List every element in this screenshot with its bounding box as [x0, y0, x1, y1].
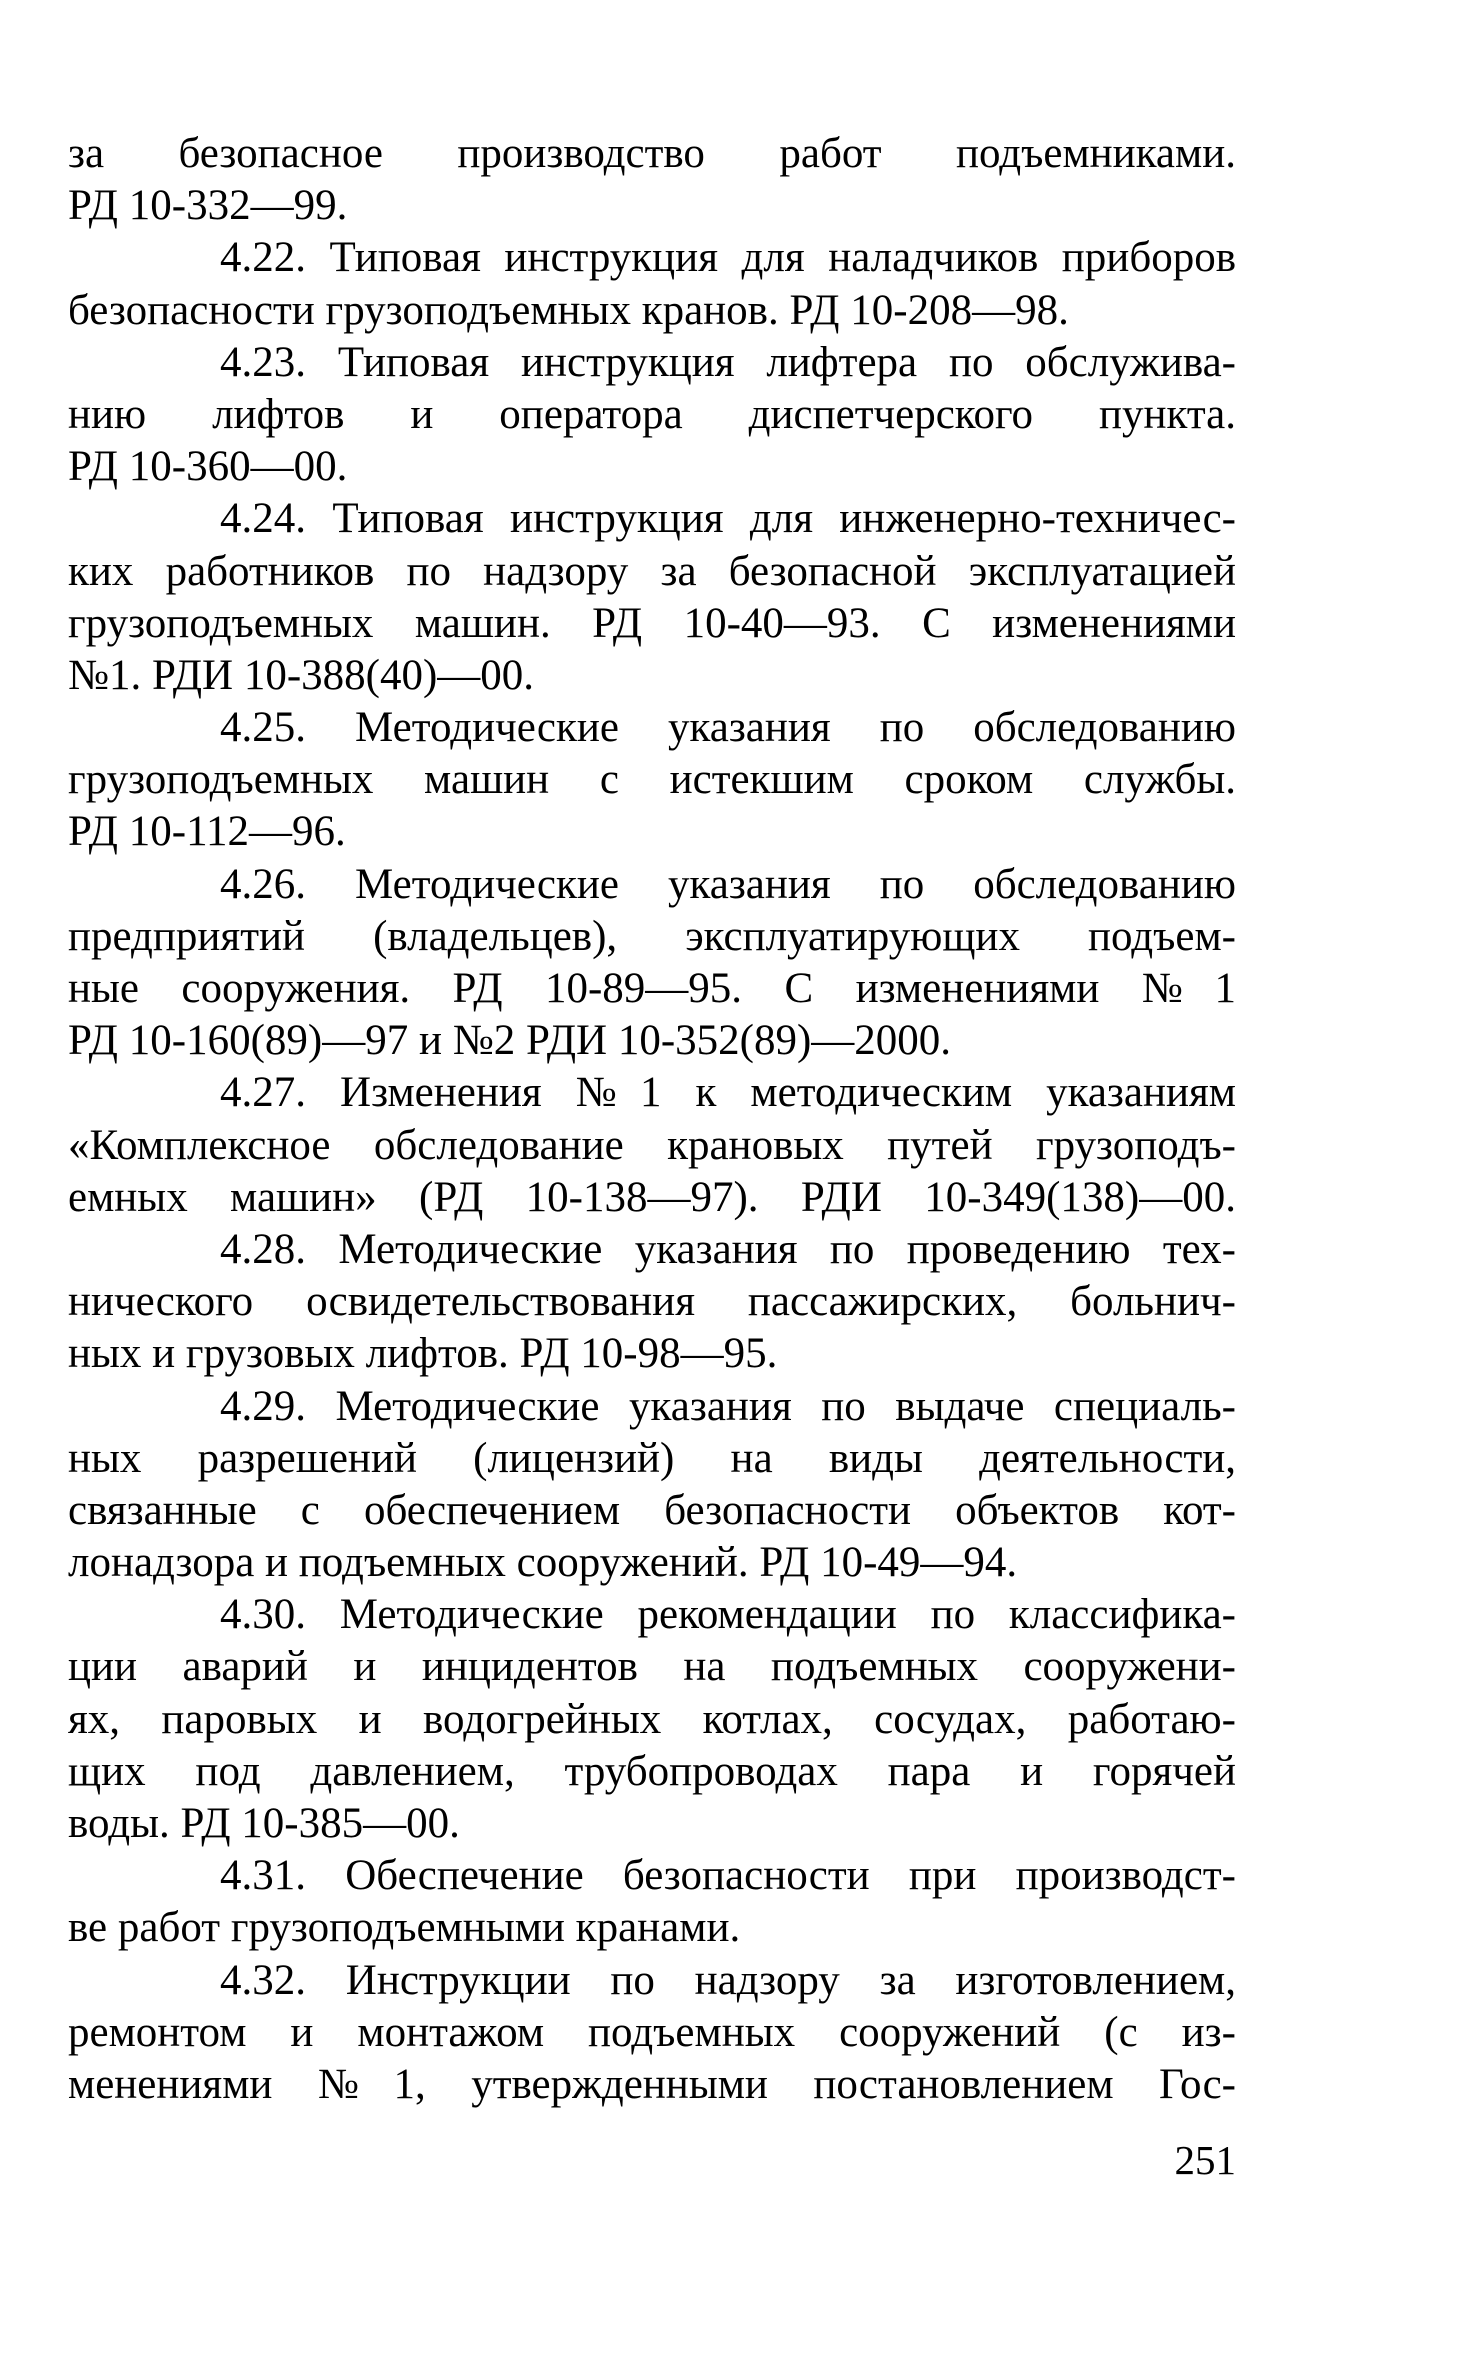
text-line: 4.22. Типовая инструкция для наладчиков приборов — [220, 234, 1236, 282]
text-line: емных машин» (РД 10-138—97). РДИ 10-349(138)—00. — [68, 1173, 1236, 1221]
text-line: воды. РД 10-385—00. — [68, 1800, 460, 1847]
text-line: грузоподъемных машин с истекшим сроком службы. — [68, 756, 1236, 804]
text-line: предприятий (владельцев), эксплуатирующих подъем- — [68, 912, 1236, 960]
text-line: ве работ грузоподъемными кранами. — [68, 1904, 741, 1952]
text-line: №1. РДИ 10-388(40)—00. — [68, 651, 535, 699]
text-line: 4.25. Методические указания по обследованию — [220, 704, 1236, 752]
text-line: нического освидетельствования пассажирских, больнич- — [68, 1278, 1236, 1326]
text-line: лонадзора и подъемных сооружений. РД 10-49—94. — [68, 1539, 1018, 1587]
text-line: безопасности грузоподъемных кранов. РД 10-208—98. — [68, 286, 1069, 334]
page-number: 251 — [1174, 2137, 1236, 2183]
text-line: 4.31. Обеспечение безопасности при производст- — [220, 1852, 1236, 1900]
text-line: ных разрешений (лицензий) на виды деятельности, — [68, 1434, 1236, 1482]
text-line: 4.29. Методические указания по выдаче специаль- — [220, 1382, 1236, 1430]
text-line: 4.32. Инструкции по надзору за изготовлением, — [220, 1956, 1236, 2004]
text-line: ные сооружения. РД 10-89—95. С изменениями №1 — [68, 965, 1236, 1012]
text-line: ких работников по надзору за безопасной эксплуатацией — [68, 547, 1236, 595]
text-line: ремонтом и монтажом подъемных сооружений (с из- — [68, 2008, 1236, 2056]
text-line: нию лифтов и оператора диспетчерского пункта. — [68, 390, 1236, 438]
text-line: «Комплексное обследование крановых путей грузоподъ- — [68, 1121, 1236, 1169]
text-line: за безопасное производство работ подъемниками. — [68, 130, 1236, 177]
text-line: 4.23. Типовая инструкция лифтера по обслужива- — [220, 338, 1236, 386]
text-line: РД 10-160(89)—97 и №2 РДИ 10-352(89)—2000. — [68, 1017, 952, 1065]
text-line: ции аварий и инцидентов на подъемных сооружени- — [68, 1643, 1236, 1691]
text-line: щих под давлением, трубопроводах пара и горячей — [68, 1747, 1236, 1795]
text-line: 4.26. Методические указания по обследованию — [220, 860, 1236, 908]
body-text — [68, 128, 1236, 2111]
text-line: грузоподъемных машин. РД 10-40—93. С изменениями — [68, 599, 1236, 647]
text-line: 4.30. Методические рекомендации по классифика- — [220, 1591, 1236, 1639]
text-line: 4.28. Методические указания по проведению тех- — [220, 1225, 1236, 1273]
text-line: менениями №1, утвержденными постановлением Гос- — [68, 2060, 1236, 2108]
text-line: РД 10-112—96. — [68, 808, 346, 856]
text-line: 4.27. Изменения №1 к методическим указаниям — [220, 1069, 1236, 1117]
text-line: ных и грузовых лифтов. РД 10-98—95. — [68, 1330, 778, 1378]
text-line: ях, паровых и водогрейных котлах, сосудах, работаю- — [68, 1695, 1236, 1743]
text-line: связанные с обеспечением безопасности объектов кот- — [68, 1486, 1236, 1534]
text-line: 4.24. Типовая инструкция для инженерно-техничес- — [220, 495, 1236, 543]
text-line: РД 10-360—00. — [68, 443, 348, 491]
text-line: РД 10-332—99. — [68, 182, 348, 230]
